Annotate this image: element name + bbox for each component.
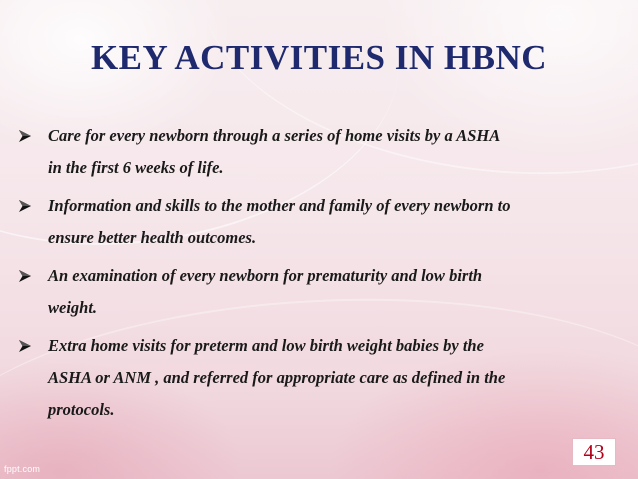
bullet-list [18,120,608,432]
bullet-text-line: An examination of every newborn for prematurity and low birth [48,266,483,285]
arrow-bullet-icon [18,260,38,292]
bullet-text-line: in the first 6 weeks of life. [48,158,224,177]
bullet-text-line: protocols. [48,400,115,419]
bullet-item [18,190,608,254]
bullet-item [18,120,608,184]
bullet-item [18,330,608,426]
bullet-text-line: Care for every newborn through a series of home visits by a ASHA [48,126,501,145]
arrow-bullet-icon [18,330,38,362]
bullet-text-line: weight. [48,298,98,317]
bullet-text-line: ensure better health outcomes. [48,228,257,247]
bullet-text-line: ASHA or ANM , and referred for appropriate care as defined in the [48,368,506,387]
arrow-bullet-icon [18,190,38,222]
slide-title: KEY ACTIVITIES IN HBNC [90,38,548,77]
page-number: 43 [572,438,616,466]
arrow-bullet-icon [18,120,38,152]
bullet-text-line: Extra home visits for preterm and low birth weight babies by the [48,336,484,355]
bullet-text-line: Information and skills to the mother and family of every newborn to [48,196,511,215]
bullet-item [18,260,608,324]
watermark-text: fppt.com [4,464,41,474]
